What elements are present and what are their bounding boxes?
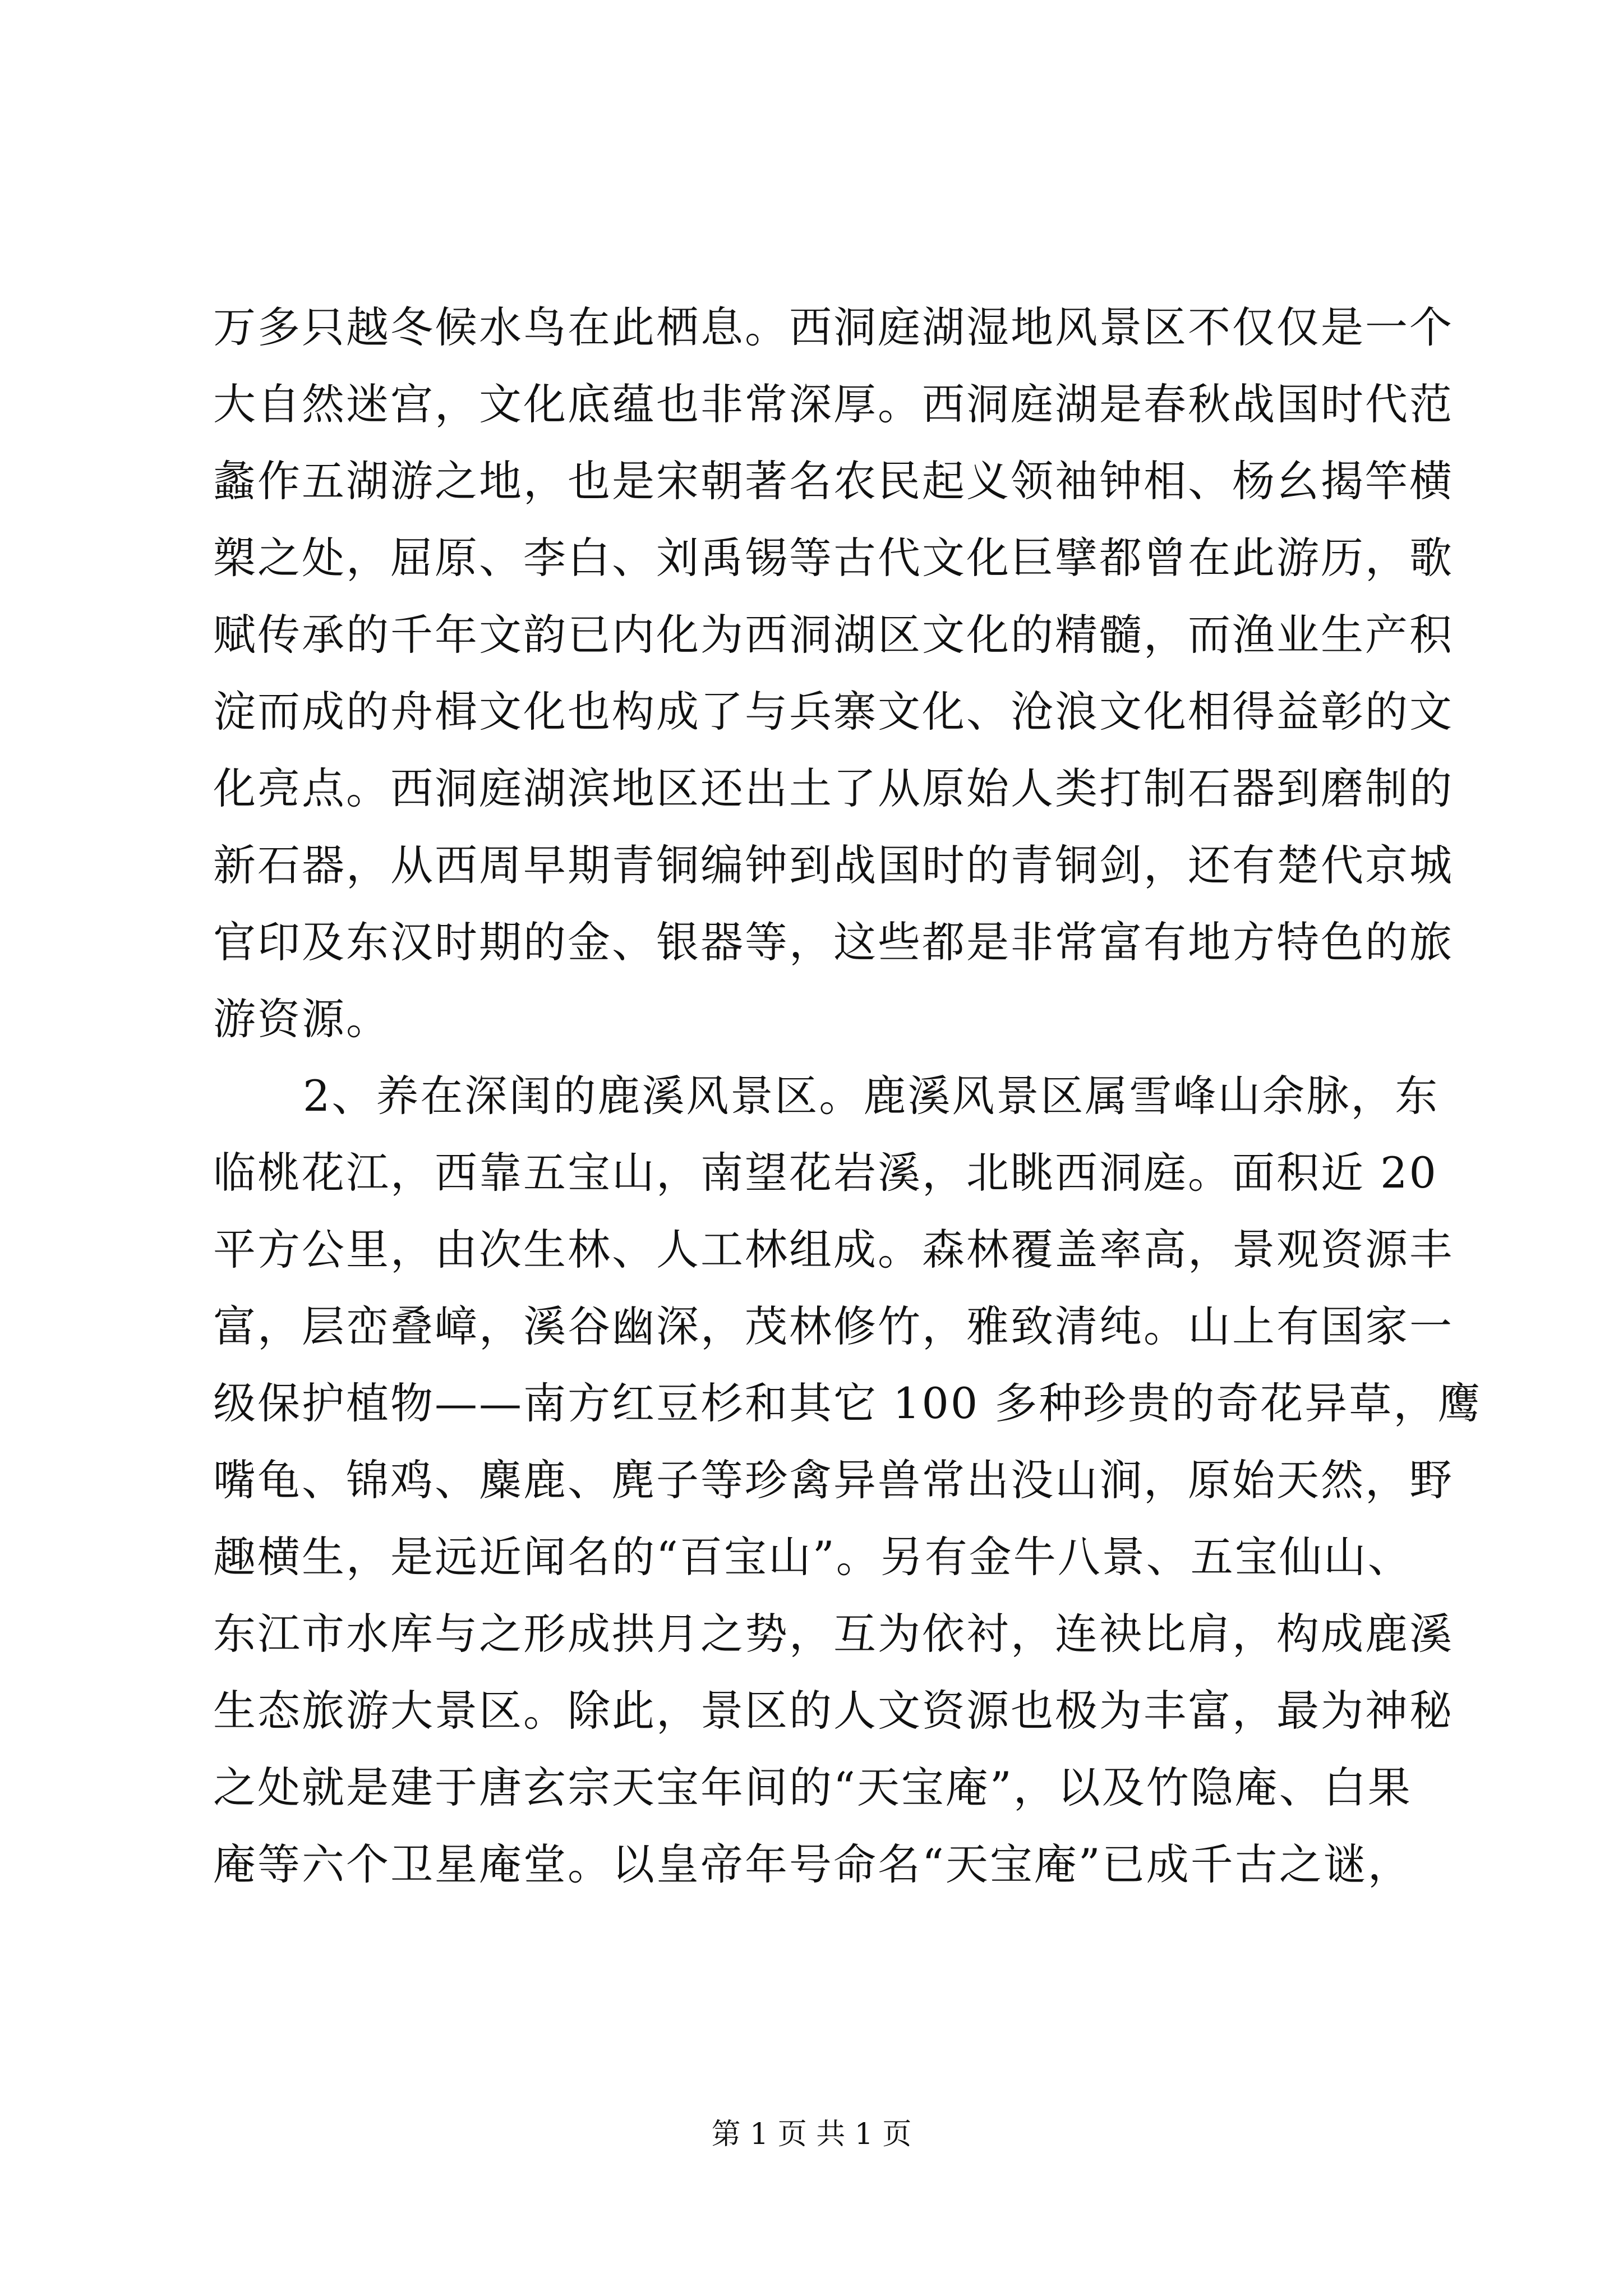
text-line: 富，层峦叠嶂，溪谷幽深，茂林修竹，雅致清纯。山上有国家一 <box>213 1301 1454 1351</box>
text-line: 庵等六个卫星庵堂。以皇帝年号命名“天宝庵”已成千古之谜， <box>213 1839 1412 1889</box>
text-line: 之处就是建于唐玄宗天宝年间的“天宝庵”，以及竹隐庵、白果 <box>213 1763 1412 1812</box>
text-line: 临桃花江，西靠五宝山，南望花岩溪，北眺西洞庭。面积近 20 <box>213 1148 1438 1198</box>
text-line: 级保护植物——南方红豆杉和其它 100 多种珍贵的奇花异草，鹰 <box>213 1378 1482 1428</box>
text-line: 平方公里，由次生林、人工林组成。森林覆盖率高，景观资源丰 <box>213 1225 1454 1274</box>
text-line: 大自然迷宫，文化底蕴也非常深厚。西洞庭湖是春秋战国时代范 <box>213 379 1454 429</box>
text-line: 淀而成的舟楫文化也构成了与兵寨文化、沧浪文化相得益彰的文 <box>213 687 1454 737</box>
text-line: 蠡作五湖游之地，也是宋朝著名农民起义领袖钟相、杨幺揭竿横 <box>213 456 1454 506</box>
text-line: 官印及东汉时期的金、银器等，这些都是非常富有地方特色的旅 <box>213 917 1454 967</box>
text-line: 游资源。 <box>213 994 390 1044</box>
text-line: 新石器，从西周早期青铜编钟到战国时的青铜剑，还有楚代京城 <box>213 840 1454 890</box>
text-line: 万多只越冬候水鸟在此栖息。西洞庭湖湿地风景区不仅仅是一个 <box>213 302 1454 352</box>
text-line: 东江市水库与之形成拱月之势，互为依衬，连袂比肩，构成鹿溪 <box>213 1609 1454 1659</box>
page-footer: 第 1 页 共 1 页 <box>711 2118 912 2151</box>
text-line: 嘴龟、锦鸡、麋鹿、麂子等珍禽异兽常出没山涧，原始天然，野 <box>213 1455 1454 1505</box>
text-line: 生态旅游大景区。除此，景区的人文资源也极为丰富，最为神秘 <box>213 1686 1454 1736</box>
text-line: 2、养在深闺的鹿溪风景区。鹿溪风景区属雪峰山余脉，东 <box>303 1071 1440 1121</box>
text-line: 赋传承的千年文韵已内化为西洞湖区文化的精髓，而渔业生产积 <box>213 610 1454 660</box>
text-line: 化亮点。西洞庭湖滨地区还出土了从原始人类打制石器到磨制的 <box>213 763 1454 813</box>
text-line: 槊之处，屈原、李白、刘禹锡等古代文化巨擘都曾在此游历，歌 <box>213 533 1454 583</box>
text-line: 趣横生，是远近闻名的“百宝山”。另有金牛八景、五宝仙山、 <box>213 1532 1412 1582</box>
